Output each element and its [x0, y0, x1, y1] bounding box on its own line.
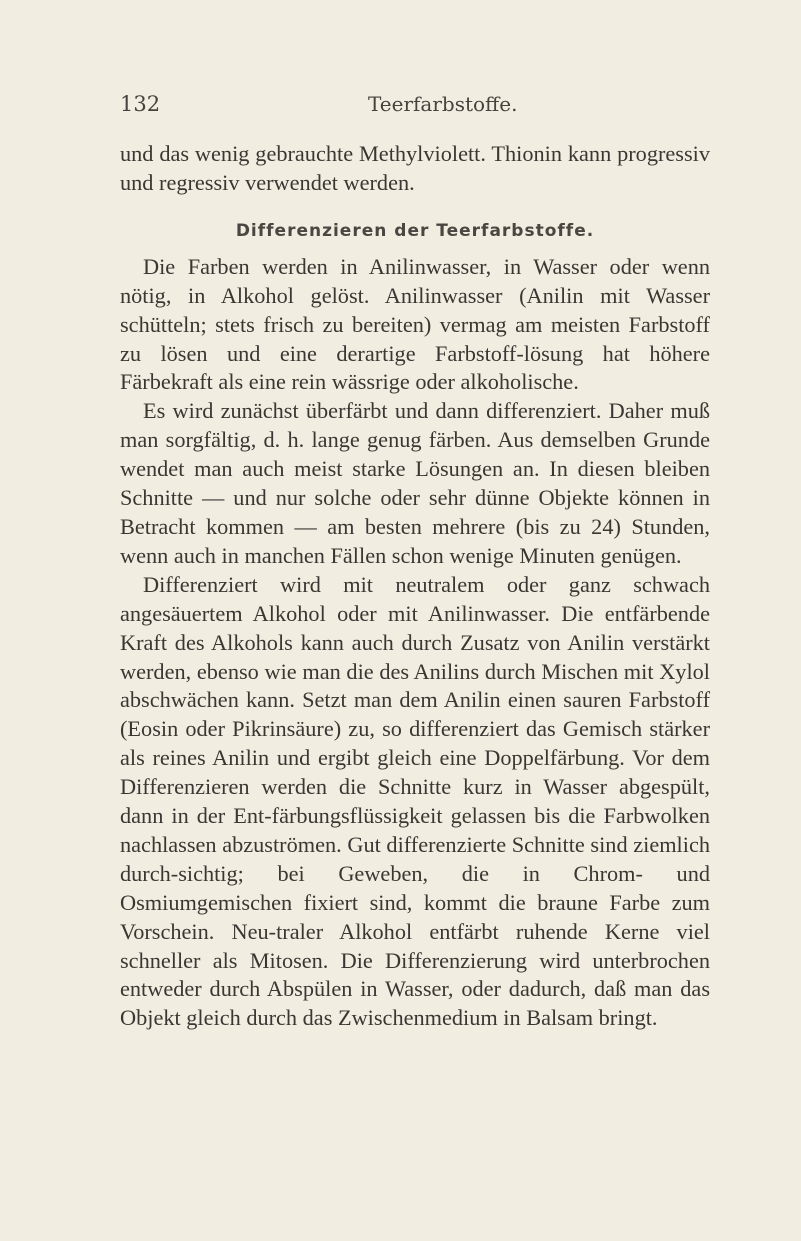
page-number: 132	[120, 92, 161, 116]
paragraph: Differenziert wird mit neutralem oder ganz schwach angesäuertem Alkohol oder mit Anilinwasser. Die entfärbende Kraft des Alkohols kann auch durch Zusatz von Anilin verstärkt werden, ebenso wie man die des Anilins durch Mischen mit Xylol abschwächen kann. Setzt man dem Anilin einen sauren Farbstoff (Eosin oder Pikrinsäure) zu, so differenziert das Gemisch stärker als reines Anilin und ergibt gleich eine Doppelfärbung. Vor dem Differenzieren werden die Schnitte kurz in Wasser abgespült, dann in der Ent-färbungsflüssigkeit gelassen bis die Farbwolken nachlassen abzuströmen. Gut differenzierte Schnitte sind ziemlich durch-sichtig; bei Geweben, die in Chrom- und Osmiumgemischen fixiert sind, kommt die braune Farbe zum Vorschein. Neu-traler Alkohol entfärbt ruhende Kerne viel schneller als Mitosen. Die Differenzierung wird unterbrochen entweder durch Abspülen in Wasser, oder dadurch, daß man das Objekt gleich durch das Zwischenmedium in Balsam bringt.	[120, 571, 710, 1031]
paragraph: Die Farben werden in Anilinwasser, in Wasser oder wenn nötig, in Alkohol gelöst. Anilinwasser (Anilin mit Wasser schütteln; stets frisch zu bereiten) vermag am meisten Farbstoff zu lösen und eine derartige Farbstoff-lösung hat höhere Färbekraft als eine rein wässrige oder alkoholische.	[120, 253, 710, 395]
running-head: Teerfarbstoffe.	[368, 92, 518, 116]
section-heading: Differenzieren der Teerfarbstoffe.	[235, 220, 595, 241]
page-header	[120, 92, 710, 126]
intro-paragraph: und das wenig gebrauchte Methylviolett. Thionin kann progressiv und regressiv verwendet werden.	[120, 141, 710, 195]
body-text	[120, 140, 710, 1033]
paragraph: Es wird zunächst überfärbt und dann differenziert. Daher muß man sorgfältig, d. h. lange genug färben. Aus demselben Grunde wendet man auch meist starke Lösungen an. In diesen bleiben Schnitte — und nur solche oder sehr dünne Objekte können in Betracht kommen — am besten mehrere (bis zu 24) Stunden, wenn auch in manchen Fällen schon wenige Minuten genügen.	[120, 398, 710, 568]
